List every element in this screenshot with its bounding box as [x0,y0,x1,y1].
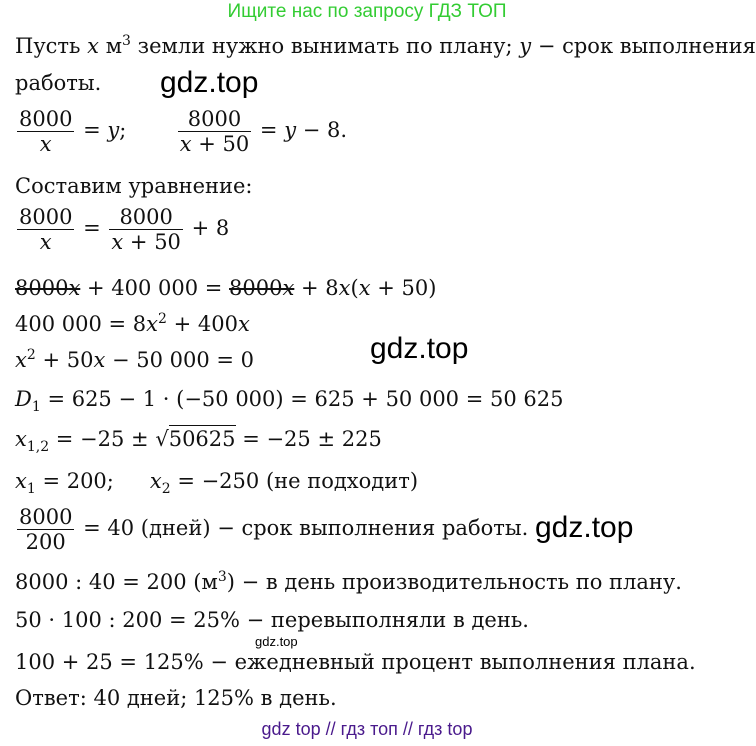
line-discriminant: $D_1 = 625 - 1 \cdot (-50$ 000) = 625 + 50 000 = 50 625 [15,387,564,415]
line-quadratic: $x^2 + 50x - 50$ 000 = 0 [15,347,255,372]
site-header: Ищите нас по запросу ГДЗ ТОП [227,1,507,22]
line-daily-plan: 8000 : 40 = 200 $(м^3) - в$ день производительность по плану. [15,569,682,594]
site-footer: gdz top // гдз топ // гдз top [261,719,473,739]
line-fractions: $\frac{8000}{x}$ = y; $\frac{8000}{x + 50}$ = y − 8. [19,107,348,156]
line-expand: 8000x + 400 000 = 8000x + 8x(x + 50) [15,276,437,300]
line-days: $\frac{8000}{200}$ = 40 (дней) − срок выполнения работы. [19,505,529,554]
line-make-equation: Составим уравнение: [15,174,253,198]
watermark-small: gdz.top [255,634,298,649]
line-roots: $x_{1,2} = -25 \pm √50625 = -25 \pm 225$ [15,427,382,455]
line-intro-1: Пусть x $м^3$ земли нужно вынимать по плану; y − срок выполнения [15,33,756,58]
line-intro-2: работы. [15,71,102,95]
watermark: gdz.top [535,511,634,544]
line-answer: Ответ: 40 дней; 125% в день. [15,686,337,710]
watermark: gdz.top [160,66,259,99]
line-overfulfil: 50 · 100 : 200 = 25% − перевыполняли в день. [15,608,529,632]
line-percent: 100 + 25 = 125% − ежедневный процент выполнения плана. [15,650,696,674]
line-equation: $\frac{8000}{x}$ = $\frac{8000}{x + 50}$ + 8 [19,205,230,254]
watermark: gdz.top [370,332,469,365]
line-simplify: 400 $000 = 8x^2 + 400x$ [15,311,250,336]
line-root-values: $x_1 = 200$; $x_2 = -250$ (не подходит) [15,469,419,497]
